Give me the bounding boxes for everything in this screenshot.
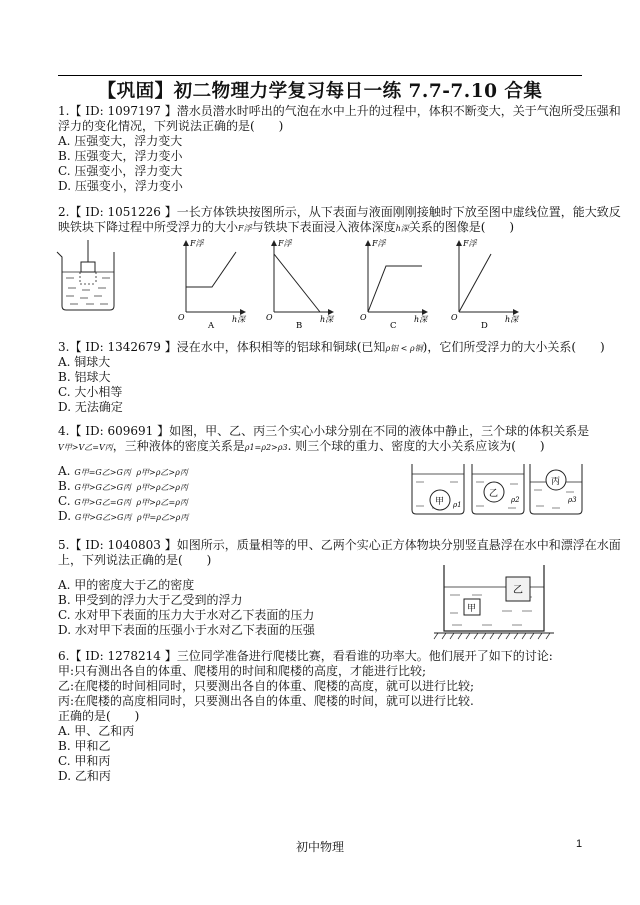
q2-force-symbol: F浮	[238, 224, 252, 233]
q4-beaker-jia	[412, 464, 464, 514]
q6-stem-line5: 正确的是( )	[58, 709, 140, 723]
q5-option-c[interactable]: C. 水对甲下表面的压力大于水对乙下表面的压力	[58, 608, 315, 622]
q2-graph-b-letter: B	[296, 321, 303, 331]
page-number: 1	[576, 838, 583, 850]
q2-graph-a-ylabel: F浮	[190, 239, 204, 248]
q4-beaker-yi	[472, 464, 524, 514]
q2-graph-a[interactable]	[178, 238, 248, 330]
q2-graph-a-xlabel: h深	[232, 315, 246, 324]
q4-ball-bing-label: 丙	[551, 477, 561, 487]
q3-density-relation: ρ铝 < ρ铜	[385, 344, 423, 353]
q2-graph-d-origin: O	[451, 313, 458, 322]
q2-graph-b-xlabel: h深	[320, 315, 334, 324]
q1-option-a[interactable]: A. 压强变大，浮力变大	[58, 134, 183, 148]
q1-option-d[interactable]: D. 压强变小，浮力变小	[58, 179, 183, 193]
q2-graph-c-letter: C	[390, 321, 397, 331]
q4-option-a[interactable]: A. G甲=G乙>G丙 ρ甲>ρ乙>ρ丙	[58, 464, 188, 478]
q2-stem-line1: 2.【 ID: 1051226 】一长方体铁块按图所示，从下表面与液面刚刚接触时下放至图中虚线位置，能大致反	[58, 205, 621, 219]
q4-volume-relation: V甲>V乙=V丙	[58, 443, 113, 452]
q1-stem-line1: 1.【 ID: 1097197 】潜水员潜水时呼出的气泡在水中上升的过程中，体积不断变大，关于气泡所受压强和	[58, 104, 621, 118]
q5-tank-figure	[432, 565, 556, 643]
q2-graph-c-ylabel: F浮	[372, 239, 386, 248]
q4-ball-yi-label: 乙	[489, 489, 499, 499]
q1-stem-line2: 浮力的变化情况，下列说法正确的是( )	[58, 119, 284, 133]
q4-option-c[interactable]: C. G甲>G乙=G丙 ρ甲>ρ乙=ρ丙	[58, 494, 188, 508]
q5-option-a[interactable]: A. 甲的密度大于乙的密度	[58, 578, 195, 592]
q6-stem-line3: 乙:在爬楼的时间相同时，只要测出各自的体重、爬楼的高度，就可以进行比较;	[58, 679, 475, 693]
header-rule	[58, 75, 582, 76]
q2-graph-a-letter: A	[208, 321, 215, 331]
q2-graph-d-letter: D	[481, 321, 488, 331]
q2-graph-b-origin: O	[266, 313, 273, 322]
q4-stem-line1: 4.【 ID: 609691 】如图，甲、乙、丙三个实心小球分别在不同的液体中静止，三个球的体积关系是	[58, 424, 590, 438]
q2-graph-a-origin: O	[178, 313, 185, 322]
q4-liquid-3-label: ρ3	[568, 496, 577, 504]
q2-graph-b-ylabel: F浮	[278, 239, 292, 248]
q4-stem-line2: V甲>V乙=V丙，三种液体的密度关系是ρ1=ρ2>ρ3. 则三个球的重力、密度的大小关系应该为( )	[58, 439, 545, 453]
q3-option-d[interactable]: D. 无法确定	[58, 400, 123, 414]
q4-option-b[interactable]: B. G甲>G乙>G丙 ρ甲>ρ乙>ρ丙	[58, 479, 188, 493]
q6-option-d[interactable]: D. 乙和丙	[58, 769, 111, 783]
q2-graph-b[interactable]	[266, 238, 336, 330]
q5-option-b[interactable]: B. 甲受到的浮力大于乙受到的浮力	[58, 593, 243, 607]
q2-graph-d-ylabel: F浮	[463, 239, 477, 248]
q6-option-c[interactable]: C. 甲和丙	[58, 754, 111, 768]
q4-beaker-bing	[530, 464, 582, 514]
q5-block-yi-label: 乙	[513, 585, 523, 596]
q5-block-jia-label: 甲	[467, 604, 477, 614]
q2-graph-d-xlabel: h深	[505, 315, 519, 324]
q2-graph-c-origin: O	[360, 313, 367, 322]
q2-depth-symbol: h深	[395, 224, 409, 233]
q4-option-d[interactable]: D. G甲>G乙>G丙 ρ甲=ρ乙>ρ丙	[58, 509, 189, 523]
q4-beakers-figure	[410, 462, 584, 516]
q5-option-d[interactable]: D. 水对甲下表面的压强小于水对乙下表面的压强	[58, 623, 315, 637]
q6-stem-line2: 甲:只有测出各自的体重、爬楼用的时间和爬楼的高度，才能进行比较;	[58, 664, 427, 678]
q2-graph-c[interactable]	[360, 238, 430, 330]
page-title: 【巩固】初二物理力学复习每日一练 7.7-7.10 合集	[97, 81, 543, 102]
q6-option-b[interactable]: B. 甲和乙	[58, 739, 111, 753]
q3-option-b[interactable]: B. 铝球大	[58, 370, 111, 384]
q6-option-a[interactable]: A. 甲、乙和丙	[58, 724, 135, 738]
q5-stem-line2: 上，下列说法正确的是( )	[58, 553, 212, 567]
q2-stem-line2: 映铁块下降过程中所受浮力的大小F浮与铁块下表面浸入液体深度h深关系的图像是( )	[58, 220, 515, 234]
q4-liquid-2-label: ρ2	[511, 496, 520, 504]
q4-liquid-density-relation: ρ1=ρ2>ρ3	[244, 443, 288, 452]
q6-stem-line4: 丙:在爬楼的高度相同时，只要测出各自的体重、爬楼的时间，就可以进行比较.	[58, 694, 474, 708]
q2-graph-d[interactable]	[451, 238, 521, 330]
q6-stem-line1: 6.【 ID: 1278214 】三位同学准备进行爬楼比赛，看看谁的功率大。他们展开了如下的讨论:	[58, 649, 553, 663]
page-footer: 初中物理	[295, 840, 344, 854]
q3-option-a[interactable]: A. 铜球大	[58, 355, 111, 369]
q3-stem: 3.【 ID: 1342679 】浸在水中，体积相等的铝球和铜球(已知ρ铝 < ρ铜)，它们所受浮力的大小关系( )	[58, 340, 605, 354]
q4-ball-jia-label: 甲	[435, 497, 445, 507]
q1-option-b[interactable]: B. 压强变大，浮力变小	[58, 149, 183, 163]
q2-beaker-figure	[54, 240, 120, 312]
q4-liquid-1-label: ρ1	[453, 501, 462, 509]
q1-option-c[interactable]: C. 压强变小，浮力变大	[58, 164, 183, 178]
q5-stem-line1: 5.【 ID: 1040803 】如图所示，质量相等的甲、乙两个实心正方体物块分别竖直悬浮在水中和漂浮在水面	[58, 538, 621, 552]
q3-option-c[interactable]: C. 大小相等	[58, 385, 123, 399]
q2-graph-c-xlabel: h深	[414, 315, 428, 324]
